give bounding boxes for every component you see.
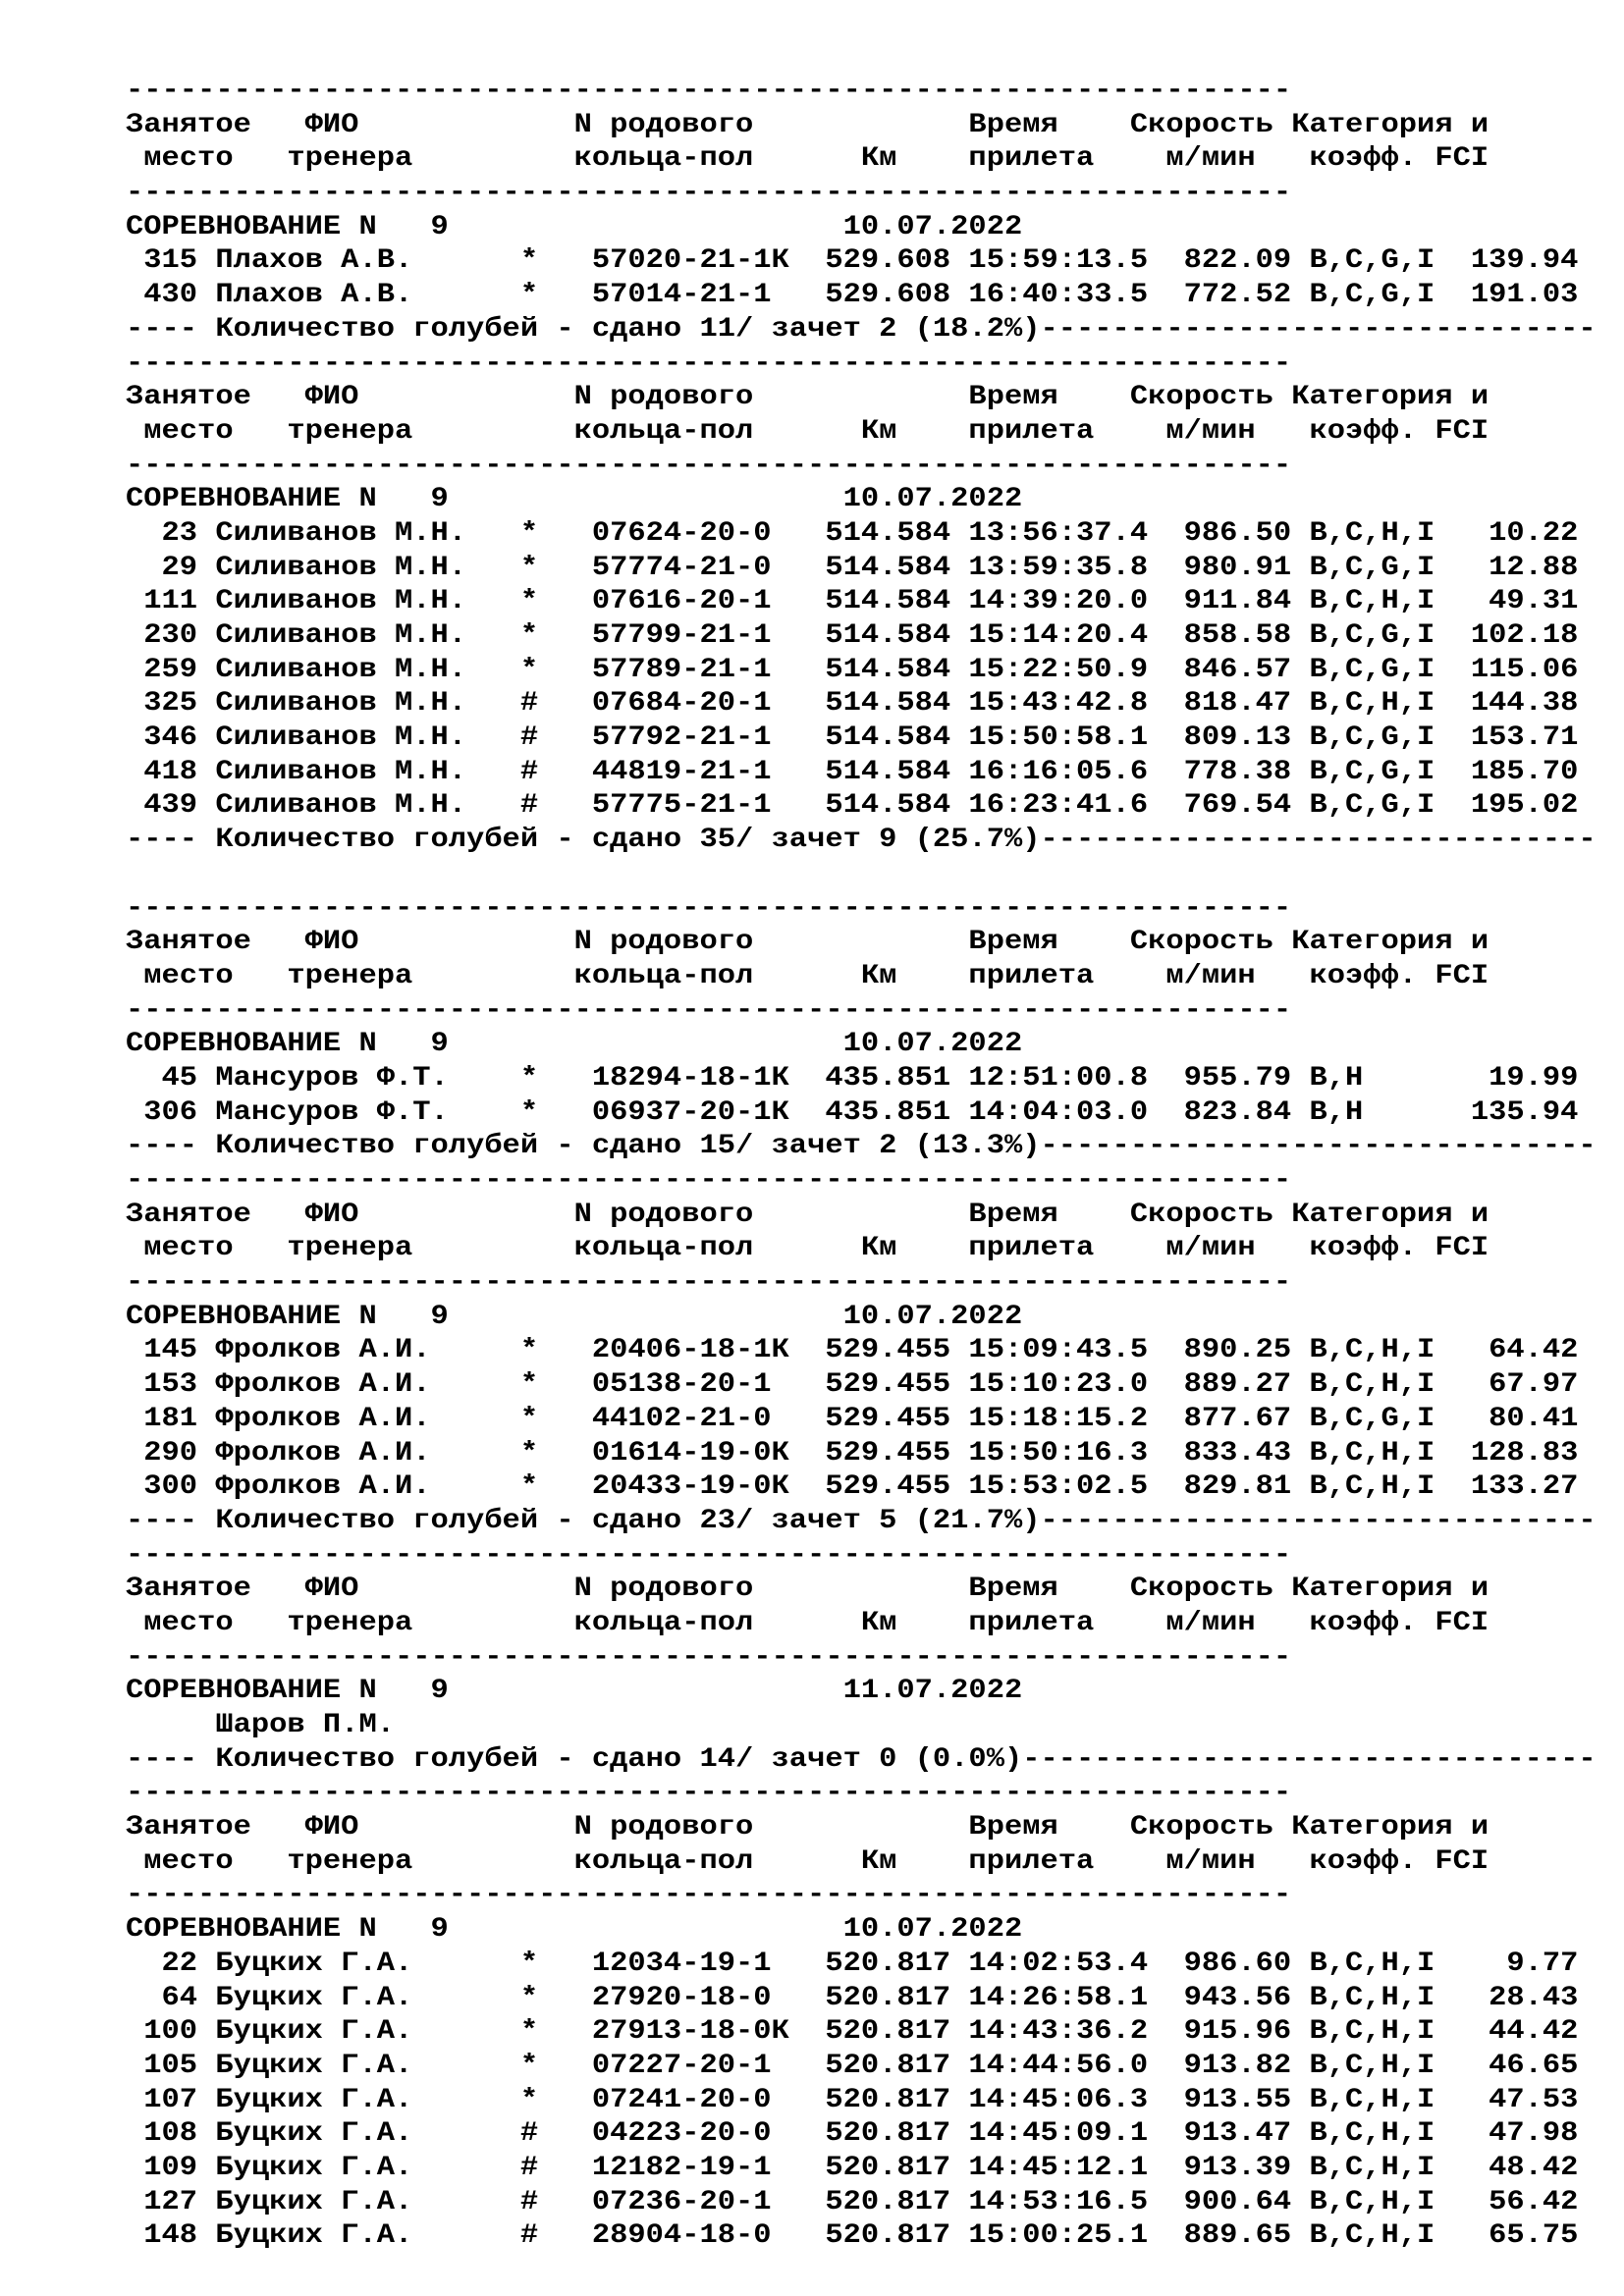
column-header-line-2: место тренера кольца-пол Км прилета м/мин коэфф. FCI [126, 1607, 1489, 1638]
header-rule: ----------------------------------------------------------------- [126, 1880, 1292, 1911]
result-row: 64 Буцких Г.А. * 27920-18-0 520.817 14:26:58.1 943.56 B,C,H,I 28.43 [126, 1982, 1579, 2013]
result-row: 148 Буцких Г.А. # 28904-18-0 520.817 15:00:25.1 889.65 B,C,H,I 65.75 [126, 2220, 1579, 2252]
result-row: 105 Буцких Г.А. * 07227-20-1 520.817 14:44:56.0 913.82 B,C,H,I 46.65 [126, 2050, 1579, 2081]
result-row: 181 Фролков А.И. * 44102-21-0 529.455 15:18:15.2 877.67 B,C,G,I 80.41 [126, 1403, 1579, 1434]
result-row: 22 Буцких Г.А. * 12034-19-1 520.817 14:02:53.4 986.60 B,C,H,I 9.77 [126, 1948, 1579, 1979]
column-header-line-1: Занятое ФИО N родового Время Скорость Категория и [126, 927, 1489, 958]
result-row: 107 Буцких Г.А. * 07241-20-0 520.817 14:45:06.3 913.55 B,C,H,I 47.53 [126, 2084, 1579, 2115]
result-row: 45 Мансуров Ф.Т. * 18294-18-1К 435.851 12:51:00.8 955.79 B,H 19.99 [126, 1062, 1579, 1094]
column-header-line-1: Занятое ФИО N родового Время Скорость Категория и [126, 1199, 1489, 1230]
header-rule: ----------------------------------------------------------------- [126, 1641, 1292, 1673]
column-header-line-1: Занятое ФИО N родового Время Скорость Категория и [126, 1574, 1489, 1605]
result-row: 23 Силиванов М.Н. * 07624-20-0 514.584 13:56:37.4 986.50 B,C,H,I 10.22 [126, 517, 1579, 549]
result-row: 346 Силиванов М.Н. # 57792-21-1 514.584 15:50:58.1 809.13 B,C,G,I 153.71 [126, 722, 1579, 754]
competition-line: СОРЕВНОВАНИЕ N 9 10.07.2022 [126, 1301, 1023, 1332]
result-row: 108 Буцких Г.А. # 04223-20-0 520.817 14:45:09.1 913.47 B,C,H,I 47.98 [126, 2118, 1579, 2150]
competition-line: СОРЕВНОВАНИЕ N 9 11.07.2022 [126, 1676, 1023, 1707]
result-row: Шаров П.М. [126, 1710, 395, 1740]
result-row: 127 Буцких Г.А. # 07236-20-1 520.817 14:53:16.5 900.64 B,C,H,I 56.42 [126, 2186, 1579, 2217]
result-row: 100 Буцких Г.А. * 27913-18-0К 520.817 14:43:36.2 915.96 B,C,H,I 44.42 [126, 2016, 1579, 2048]
result-row: 29 Силиванов М.Н. * 57774-21-0 514.584 13:59:35.8 980.91 B,C,G,I 12.88 [126, 552, 1579, 583]
section-rule: ----------------------------------------------------------------- [126, 1778, 1292, 1809]
header-rule: ----------------------------------------------------------------- [126, 1267, 1292, 1299]
column-header-line-2: место тренера кольца-пол Км прилета м/мин коэфф. FCI [126, 415, 1489, 447]
top-rule: ----------------------------------------------------------------- [126, 76, 1292, 106]
summary-line: ---- Количество голубей - сдано 11/ зачет 2 (18.2%)------------------------------- [126, 313, 1597, 345]
column-header-line-2: место тренера кольца-пол Км прилета м/мин коэфф. FCI [126, 143, 1489, 175]
section-rule: ----------------------------------------------------------------- [126, 1165, 1292, 1196]
summary-line: ---- Количество голубей - сдано 35/ зачет 9 (25.7%)------------------------------- [126, 825, 1597, 856]
header-rule: ----------------------------------------------------------------- [126, 178, 1292, 209]
competition-line: СОРЕВНОВАНИЕ N 9 10.07.2022 [126, 211, 1023, 242]
column-header-line-2: место тренера кольца-пол Км прилета м/мин коэфф. FCI [126, 1233, 1489, 1264]
summary-line: ---- Количество голубей - сдано 14/ зачет 0 (0.0%)-------------------------------- [126, 1743, 1597, 1775]
section-rule: ----------------------------------------------------------------- [126, 347, 1292, 379]
result-row: 145 Фролков А.И. * 20406-18-1К 529.455 15:09:43.5 890.25 B,C,H,I 64.42 [126, 1335, 1579, 1366]
column-header-line-1: Занятое ФИО N родового Время Скорость Категория и [126, 382, 1489, 413]
result-row: 111 Силиванов М.Н. * 07616-20-1 514.584 14:39:20.0 911.84 B,C,H,I 49.31 [126, 586, 1579, 617]
results-printout [126, 75, 1597, 2254]
result-row: 230 Силиванов М.Н. * 57799-21-1 514.584 15:14:20.4 858.58 B,C,G,I 102.18 [126, 620, 1579, 651]
result-row: 439 Силиванов М.Н. # 57775-21-1 514.584 16:23:41.6 769.54 B,C,G,I 195.02 [126, 790, 1579, 822]
section-rule: ----------------------------------------------------------------- [126, 892, 1292, 924]
result-row: 325 Силиванов М.Н. # 07684-20-1 514.584 15:43:42.8 818.47 B,C,H,I 144.38 [126, 688, 1579, 720]
result-row: 290 Фролков А.И. * 01614-19-0К 529.455 15:50:16.3 833.43 B,C,H,I 128.83 [126, 1437, 1579, 1468]
column-header-line-1: Занятое ФИО N родового Время Скорость Категория и [126, 109, 1489, 140]
header-rule: ----------------------------------------------------------------- [126, 450, 1292, 481]
section-rule: ----------------------------------------------------------------- [126, 1539, 1292, 1571]
column-header-line-2: место тренера кольца-пол Км прилета м/мин коэфф. FCI [126, 960, 1489, 991]
column-header-line-2: место тренера кольца-пол Км прилета м/мин коэфф. FCI [126, 1845, 1489, 1877]
competition-line: СОРЕВНОВАНИЕ N 9 10.07.2022 [126, 1914, 1023, 1946]
result-row: 109 Буцких Г.А. # 12182-19-1 520.817 14:45:12.1 913.39 B,C,H,I 48.42 [126, 2152, 1579, 2183]
result-row: 315 Плахов А.В. * 57020-21-1К 529.608 15:59:13.5 822.09 B,C,G,I 139.94 [126, 245, 1579, 277]
summary-line: ---- Количество голубей - сдано 15/ зачет 2 (13.3%)------------------------------- [126, 1131, 1597, 1162]
summary-line: ---- Количество голубей - сдано 23/ зачет 5 (21.7%)------------------------------- [126, 1505, 1597, 1536]
column-header-line-1: Занятое ФИО N родового Время Скорость Категория и [126, 1812, 1489, 1843]
competition-line: СОРЕВНОВАНИЕ N 9 10.07.2022 [126, 1029, 1023, 1060]
result-row: 300 Фролков А.И. * 20433-19-0К 529.455 15:53:02.5 829.81 B,C,H,I 133.27 [126, 1471, 1579, 1503]
blank-line [126, 858, 1597, 892]
result-row: 430 Плахов А.В. * 57014-21-1 529.608 16:40:33.5 772.52 B,C,G,I 191.03 [126, 280, 1579, 311]
result-row: 418 Силиванов М.Н. # 44819-21-1 514.584 16:16:05.6 778.38 B,C,G,I 185.70 [126, 756, 1579, 787]
result-row: 306 Мансуров Ф.Т. * 06937-20-1К 435.851 14:04:03.0 823.84 B,H 135.94 [126, 1096, 1579, 1128]
header-rule: ----------------------------------------------------------------- [126, 994, 1292, 1026]
competition-line: СОРЕВНОВАНИЕ N 9 10.07.2022 [126, 484, 1023, 515]
result-row: 153 Фролков А.И. * 05138-20-1 529.455 15:10:23.0 889.27 B,C,H,I 67.97 [126, 1369, 1579, 1401]
result-row: 259 Силиванов М.Н. * 57789-21-1 514.584 15:22:50.9 846.57 B,C,G,I 115.06 [126, 654, 1579, 685]
